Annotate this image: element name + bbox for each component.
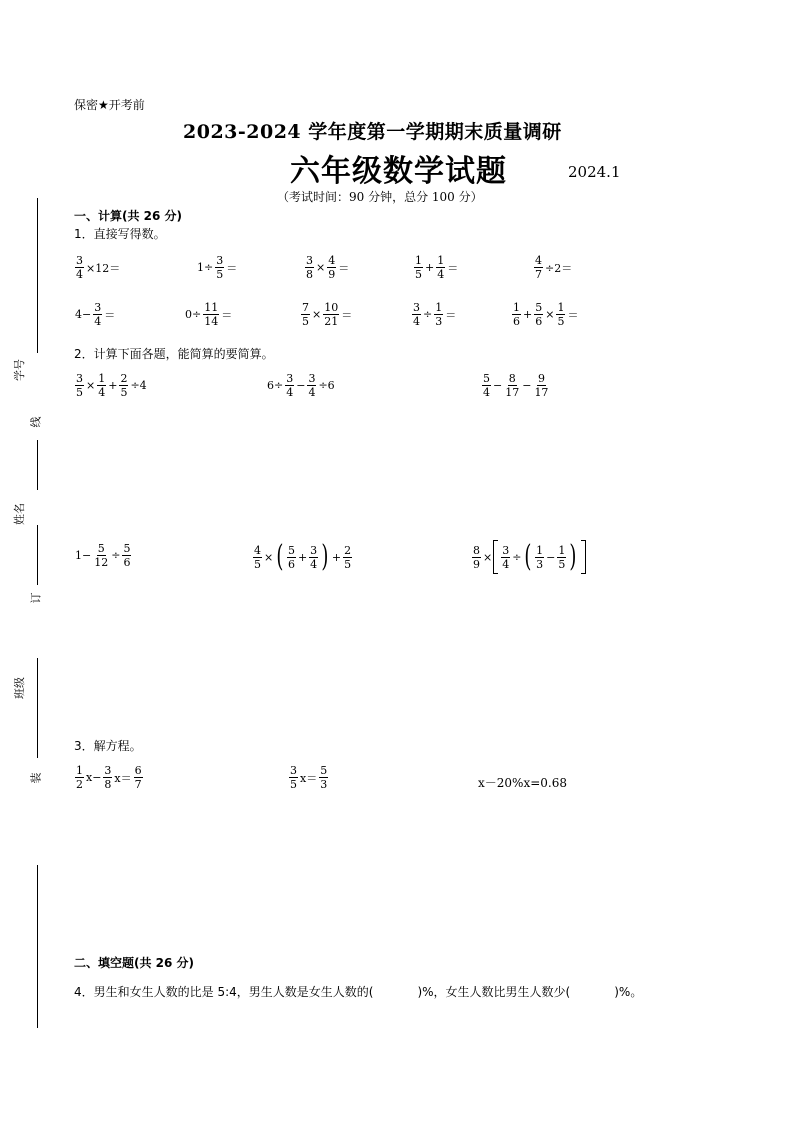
label-line: 线	[29, 416, 43, 428]
question-1: 1．直接写得数。	[74, 227, 166, 241]
confidential-mark: 保密★开考前	[74, 98, 145, 112]
question-4: 4．男生和女生人数的比是 5:4，男生人数是女生人数的( )%，女生人数比男生人数少( )%。	[74, 985, 643, 999]
label-class: 班级	[13, 677, 26, 699]
q2-expr-6: $\frac{8}{9}$ × $\frac{3}{4}$ ÷ ( $\frac{1}{3}$ − $\frac{1}{5}$ )	[471, 540, 586, 574]
exam-subtitle: 六年级数学试题	[290, 154, 507, 189]
q1-expr-8: $\frac{7}{5}$ × $\frac{10}{21}$ ＝	[302, 301, 353, 328]
q1-expr-10: $\frac{1}{6}$ + $\frac{5}{6}$ × $\frac{1}{5}$ ＝	[513, 301, 579, 328]
q1-expr-1: $\frac{3}{4}$ ×12＝	[76, 254, 121, 281]
q3-equation-1: $\frac{1}{2}$ x− $\frac{3}{8}$ x＝ $\frac{6}{7}$	[76, 764, 142, 791]
q2-expr-3: $\frac{5}{4}$ − $\frac{8}{17}$ − $\frac{9}{17}$	[483, 372, 549, 399]
exam-date: 2024.1	[568, 163, 621, 181]
q3-equation-2: $\frac{3}{5}$ x＝ $\frac{5}{3}$	[290, 764, 328, 791]
exam-info: （考试时间：90 分钟，总分 100 分）	[277, 190, 483, 204]
label-name: 姓名	[13, 503, 26, 525]
binding-line-4	[37, 658, 38, 758]
label-staple: 订	[29, 592, 43, 604]
binding-line-2	[37, 440, 38, 490]
q3-equation-3: x－20%x=0.68	[478, 776, 567, 790]
q1-expr-9: $\frac{3}{4}$ ÷ $\frac{1}{3}$ ＝	[413, 301, 457, 328]
label-bind: 装	[29, 772, 43, 784]
q1-expr-6: 4− $\frac{3}{4}$ ＝	[75, 301, 116, 328]
question-2: 2．计算下面各题，能简算的要简算。	[74, 347, 274, 361]
exam-title: 2023-2024 学年度第一学期期末质量调研	[183, 121, 562, 143]
q2-expr-5: $\frac{4}{5}$ × ( $\frac{5}{6}$ + $\frac{3}{4}$ ) + $\frac{2}{5}$	[254, 539, 352, 574]
q1-expr-4: $\frac{1}{5}$ + $\frac{1}{4}$ ＝	[415, 254, 459, 281]
q2-expr-2: 6÷ $\frac{3}{4}$ − $\frac{3}{4}$ ÷6	[267, 372, 335, 399]
q1-expr-2: 1÷ $\frac{3}{5}$ ＝	[197, 254, 238, 281]
q1-expr-7: 0÷ $\frac{11}{14}$ ＝	[185, 301, 233, 328]
binding-line-3	[37, 525, 38, 585]
q2-expr-1: $\frac{3}{5}$ × $\frac{1}{4}$ + $\frac{2}{5}$ ÷4	[76, 372, 147, 399]
binding-line-1	[37, 198, 38, 353]
question-3: 3．解方程。	[74, 739, 142, 753]
section2-title: 二、填空题(共 26 分)	[74, 956, 195, 970]
label-student-id: 学号	[13, 359, 26, 381]
section1-title: 一、计算(共 26 分)	[74, 209, 183, 223]
q1-expr-3: $\frac{3}{8}$ × $\frac{4}{9}$ ＝	[306, 254, 350, 281]
q1-expr-5: $\frac{4}{7}$ ÷2＝	[535, 254, 573, 281]
q2-expr-4: 1− $\frac{5}{12}$ ÷ $\frac{5}{6}$	[75, 542, 131, 569]
binding-line-5	[37, 865, 38, 1028]
